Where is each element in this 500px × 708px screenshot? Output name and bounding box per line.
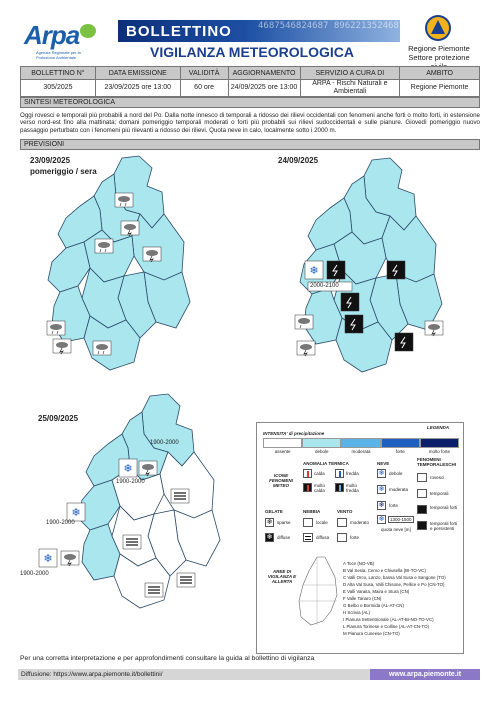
- arpa-logo: [24, 20, 94, 58]
- thermometer-very-warm-icon: [303, 483, 312, 492]
- service: ARPA - Rischi Naturali e Ambientali: [300, 80, 400, 97]
- temporal-label: temporali: [430, 491, 449, 496]
- info-value-row: [21, 80, 480, 97]
- intensity-swatch-strong: [381, 438, 420, 448]
- intensity-swatch-weak: [302, 438, 341, 448]
- legend-panel: [256, 422, 464, 654]
- rain-icon: [47, 321, 65, 335]
- zones-list: [343, 560, 446, 637]
- thermal-label: molto calda: [314, 483, 326, 493]
- strong-thunderstorm-icon: [387, 261, 405, 279]
- rain-icon: [93, 341, 111, 355]
- forecasts-title: PREVISIONI: [20, 139, 480, 150]
- snow-quota-icon: ❄: [378, 516, 385, 523]
- info-header: AGGIORNAMENTO: [228, 67, 300, 80]
- map3-snow-quota-4: 1900-2000: [20, 571, 49, 577]
- fog-diffuse-icon: [303, 533, 313, 542]
- strong-thunderstorm-icon: [341, 293, 359, 311]
- synthesis-title: SINTESI METEOROLOGICA: [20, 97, 480, 108]
- map3-snow-quota-1: 1900-2000: [150, 440, 179, 446]
- temporal-label: rovesci: [430, 475, 445, 480]
- thermal-label: molto fredda: [346, 483, 359, 493]
- intensity-swatch-moderate: [341, 438, 380, 448]
- scope: Regione Piemonte: [400, 80, 480, 97]
- wind-strong-icon: [337, 533, 347, 542]
- map-day1: [44, 152, 194, 402]
- map1-subtitle: pomeriggio / sera: [30, 167, 97, 176]
- zone-item: D Alta Val Susa, Valli Chisone, Pellice e Po (CN-TO): [343, 582, 445, 587]
- thermal-label: calda: [314, 471, 325, 476]
- update-date: 24/09/2025 ore 13:00: [228, 80, 300, 97]
- temporal-label: temporali forti e persistenti: [430, 521, 458, 531]
- zone-d: [48, 242, 90, 292]
- snow-label: forte: [389, 503, 399, 508]
- thunderstorm-icon: [61, 551, 79, 566]
- snow-moderate-icon: ❄: [378, 486, 385, 493]
- intensity-label: molto forte: [428, 449, 451, 454]
- region-name-line: Regione Piemonte: [408, 44, 470, 53]
- temporal-title: FENOMENI TEMPORALESCHI: [417, 457, 457, 467]
- diffusion-link[interactable]: Diffusione: https://www.arpa.piemonte.it/bollettini/: [21, 671, 163, 678]
- temporal-label: temporali forti: [430, 505, 458, 510]
- frost-label: diffuse: [277, 535, 291, 540]
- frost-label: sparse: [277, 520, 291, 525]
- zone-item: L Pianura Torinese e Colline (AL-AT-CN-TO): [343, 624, 429, 629]
- thunderstorm-icon: [297, 341, 315, 356]
- wind-label: forte: [350, 535, 360, 540]
- thunderstorm-icon: [121, 221, 139, 236]
- zone-item: E Valli Varaita, Maira e Stura (CN): [343, 589, 410, 594]
- civil-protection-icon: [424, 14, 452, 42]
- strong-thunderstorm-icon: [395, 333, 413, 351]
- zone-item: A Toce (NO-VB): [343, 561, 375, 566]
- fog-icon: [145, 583, 163, 597]
- fog-local-icon: [303, 518, 313, 527]
- strong-thunderstorm-icon: [417, 505, 427, 514]
- thermal-label: fredda: [346, 471, 359, 476]
- page-header: [0, 0, 500, 64]
- thermometer-warm-icon: [303, 469, 312, 478]
- info-header-row: [21, 67, 480, 80]
- info-header: DATA EMISSIONE: [95, 67, 180, 80]
- svg-text:❄: ❄: [123, 462, 133, 475]
- thermometer-cold-icon: [335, 469, 344, 478]
- zone-item: B Val Sesia, Cervo e Chiusella (BI-TO-VC): [343, 568, 426, 573]
- intensity-label: debole: [315, 449, 329, 454]
- snow-icon: [305, 261, 323, 279]
- fog-icon: [171, 489, 189, 503]
- snow-quota-label: quota neve [m]: [381, 527, 411, 532]
- logo-swoosh-icon: [80, 24, 96, 38]
- intensity-swatch-none: [263, 438, 302, 448]
- thunderstorm-icon: [417, 489, 427, 498]
- bulletin-banner: [118, 20, 421, 42]
- map3-snow-quota-3: 1900-2000: [46, 520, 75, 526]
- intensity-label: forte: [395, 449, 405, 454]
- logo-subtitle: Agenzia Regionale per la Protezione Ambientale: [36, 50, 81, 60]
- map2-snow-quota: 2000-2100: [310, 283, 339, 289]
- page-title: VIGILANZA METEOROLOGICA: [150, 44, 355, 60]
- persistent-thunderstorm-icon: [417, 521, 427, 530]
- fog-title: NEBBIA: [303, 509, 321, 514]
- showers-icon: [417, 473, 427, 482]
- snow-weak-icon: ❄: [378, 470, 385, 477]
- snow-quota-sample: 1300-1500: [390, 517, 412, 522]
- zone-item: C Valli Orco, Lanzo, bassa Val Susa e Sangone (TO): [343, 575, 446, 580]
- intensity-label: moderata: [351, 449, 371, 454]
- map2-date: 24/09/2025: [278, 156, 319, 165]
- rain-icon: [115, 193, 133, 207]
- fog-label: locale: [316, 520, 328, 525]
- map-day2: [264, 152, 464, 402]
- intensity-swatch-very-strong: [420, 438, 459, 448]
- snow-strong-icon: ❄: [378, 502, 385, 509]
- zone-item: G Belbo e Bormida (AL-AT-CN): [343, 603, 404, 608]
- thunderstorm-icon: [139, 461, 157, 476]
- zones-title: AREE DI VIGILANZA E ALLERTA: [267, 569, 297, 584]
- frost-title: GELATE: [265, 509, 283, 514]
- icons-title: ICONE FENOMENI METEO: [269, 473, 293, 488]
- legend-title: LEGENDA: [427, 425, 450, 430]
- rain-icon: [95, 239, 113, 253]
- frost-sparse-icon: ❄: [266, 519, 273, 526]
- snow-title: NEVE: [377, 461, 390, 466]
- wind-moderate-icon: [337, 518, 347, 527]
- snow-icon: [119, 459, 137, 477]
- thunderstorm-icon: [425, 321, 443, 336]
- rain-icon: [295, 315, 313, 329]
- banner-title: BOLLETTINO: [126, 23, 232, 40]
- zone-item: I Pianura Settentrionale (AL-AT-BI-NO-TO-VC): [343, 617, 434, 622]
- thunderstorm-icon: [53, 339, 71, 354]
- fog-icon: [177, 573, 195, 587]
- logo-text: Arpa: [24, 20, 80, 50]
- zones-mini-map: [295, 555, 339, 635]
- map-day3: [28, 390, 248, 640]
- intensity-label: assente: [274, 449, 291, 454]
- strong-thunderstorm-icon: [345, 315, 363, 333]
- info-header: VALIDITÀ: [180, 67, 228, 80]
- info-header: SERVIZIO A CURA DI: [300, 67, 400, 80]
- svg-text:❄: ❄: [71, 506, 81, 519]
- info-header: BOLLETTINO N°: [21, 67, 96, 80]
- thunderstorm-icon: [143, 247, 161, 262]
- snow-label: moderata: [389, 487, 409, 492]
- thermometer-very-cold-icon: [335, 483, 344, 492]
- zone-item: H Scrivia (AL): [343, 610, 371, 615]
- intensity-title: INTENSITA' di precipitazione: [263, 431, 325, 436]
- map3-snow-quota-2: 1900-2000: [116, 479, 145, 485]
- info-header: AMBITO: [400, 67, 480, 80]
- issue-date: 23/09/2025 ore 13:00: [95, 80, 180, 97]
- intensity-labels: [263, 449, 459, 454]
- zone-item: F Valle Tanaro (CN): [343, 596, 382, 601]
- map1-date: 23/09/2025: [30, 156, 71, 165]
- svg-text:❄: ❄: [43, 552, 53, 565]
- map3-date: 25/09/2025: [38, 414, 79, 423]
- frost-diffuse-icon: ❄: [266, 534, 273, 541]
- thermal-title: ANOMALIA TERMICA: [303, 461, 349, 466]
- wind-title: VENTO: [337, 509, 353, 514]
- snow-icon: [39, 549, 57, 567]
- site-link[interactable]: www.arpa.piemonte.it: [370, 669, 480, 680]
- banner-digits: 4687546824687 8962213524687546: [258, 21, 421, 31]
- wind-label: moderato: [350, 520, 370, 525]
- strong-thunderstorm-icon: [327, 261, 345, 279]
- bulletin-info-table: [20, 66, 480, 97]
- footer-note: Per una corretta interpretazione e per approfondimenti consultare la guida al bollettino di vigilanza: [20, 655, 315, 662]
- svg-text:❄: ❄: [309, 264, 319, 277]
- synthesis-text: Oggi rovesci e temporali più probabili a nord del Po. Dalla notte innesco di temporali a ridosso dei rilievi occidentali con fenomeni anche forti o molto forti, in estensione verso nord-est fino alla mattinata; domani pomeriggio temporali moderati o forti più probabili sui rilievi sudoccidentali e sulle pianure. Giovedì pomeriggio nuovo passaggio perturbato con i fenomeni più rilevanti a ridosso dei rilievi. Quota neve in calo, localmente sotto i 2000 m.: [20, 112, 480, 134]
- zone-i: [160, 452, 214, 518]
- validity: 60 ore: [180, 80, 228, 97]
- intensity-scale: [263, 438, 459, 448]
- snow-icon: [67, 503, 85, 521]
- snow-label: debole: [389, 471, 403, 476]
- fog-icon: [123, 535, 141, 549]
- region-sector-line: Settore protezione: [408, 53, 470, 62]
- zone-item: M Pianura Cuneese (CN-TO): [343, 631, 400, 636]
- fog-label: diffusa: [316, 535, 330, 540]
- bulletin-number: 305/2025: [21, 80, 96, 97]
